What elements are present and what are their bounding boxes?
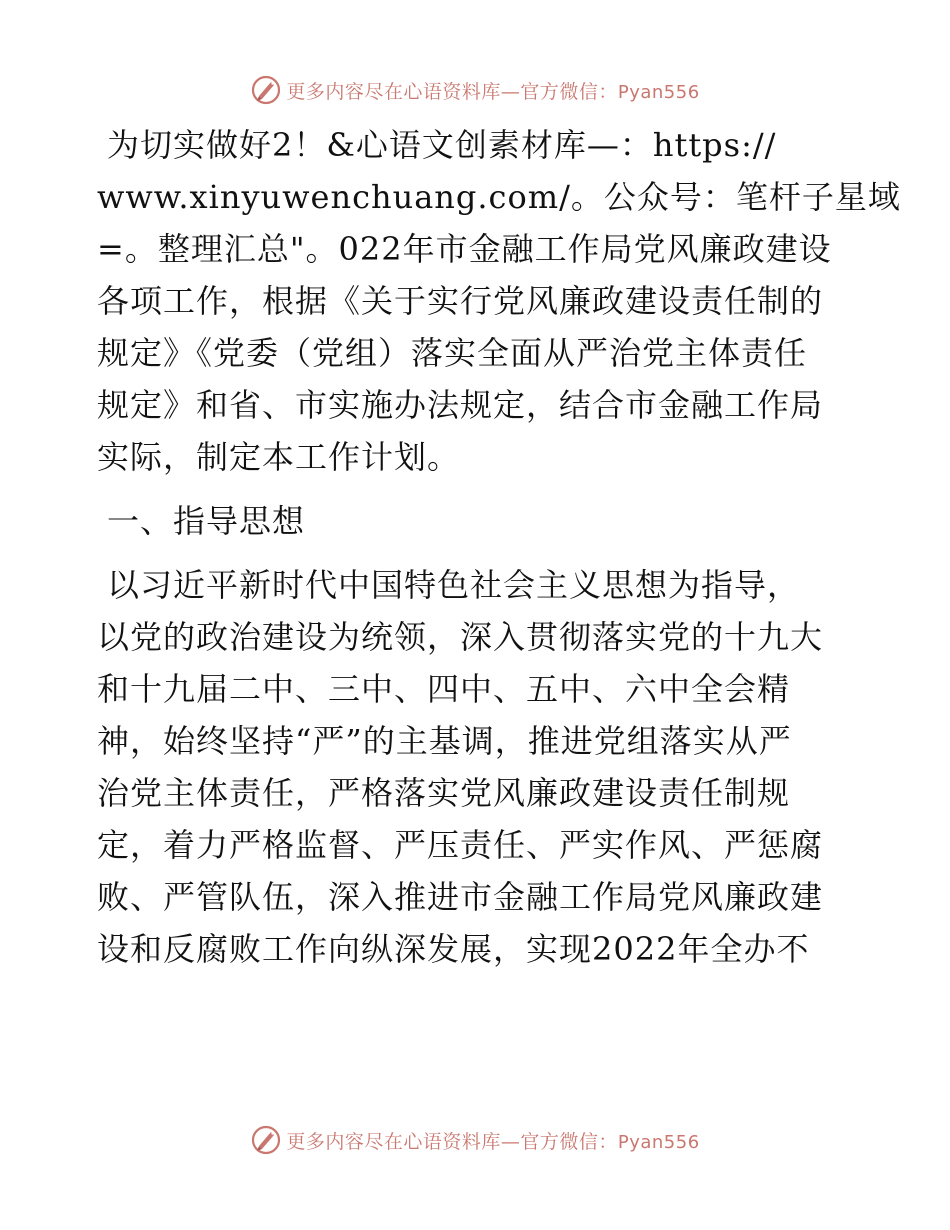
text-line: 治党主体责任，严格落实党风廉政建设责任制规 (97, 774, 791, 812)
footer-banner-text (286, 1127, 699, 1154)
header-banner (0, 70, 950, 110)
text-line: 实际，制定本工作计划。 (97, 438, 461, 476)
text-line: 以习近平新时代中国特色社会主义思想为指导， (107, 566, 801, 604)
text-line: 规定》和省、市实施办法规定，结合市金融工作局 (97, 386, 824, 424)
footer-banner (0, 1120, 950, 1160)
header-banner-text (286, 77, 699, 104)
banner-dash: — (500, 1130, 521, 1153)
text-line: 败、严管队伍，深入推进市金融工作局党风廉政建 (97, 878, 824, 916)
banner-official-label: 官方微信： (520, 80, 618, 103)
text-line: 各项工作，根据《关于实行党风廉政建设责任制的 (97, 282, 824, 320)
banner-site-name: 更多内容尽在心语资料库 (286, 1130, 501, 1153)
pen-logo-icon (250, 1124, 282, 1156)
document-body (97, 120, 901, 976)
text-line: =。整理汇总"。022年市金融工作局党风廉政建设 (97, 230, 832, 268)
text-line: 神，始终坚持“严”的主基调，推进党组落实从严 (97, 722, 792, 760)
text-line: www.xinyuwenchuang.com/。公众号：笔杆子星域 (97, 178, 901, 216)
text-line: 以党的政治建设为统领，深入贯彻落实党的十九大 (97, 618, 824, 656)
text-line: 规定》《党委（党组）落实全面从严治党主体责任 (97, 334, 808, 372)
text-line: 为切实做好2！&心语文创素材库—：https:// (107, 126, 777, 164)
pen-logo-icon (250, 74, 282, 106)
text-line: 设和反腐败工作向纵深发展，实现2022年全办不 (97, 930, 810, 968)
section-heading: 一、指导思想 (107, 502, 306, 540)
banner-official-label: 官方微信： (520, 1130, 618, 1153)
text-line: 定，着力严格监督、严压责任、严实作风、严惩腐 (97, 826, 824, 864)
banner-account: Pyan556 (617, 1131, 700, 1153)
banner-account: Pyan556 (617, 81, 700, 103)
section-paragraph (97, 560, 857, 976)
intro-paragraph (97, 120, 901, 484)
text-line: 和十九届二中、三中、四中、五中、六中全会精 (97, 670, 791, 708)
banner-dash: — (500, 80, 521, 103)
banner-site-name: 更多内容尽在心语资料库 (286, 80, 501, 103)
